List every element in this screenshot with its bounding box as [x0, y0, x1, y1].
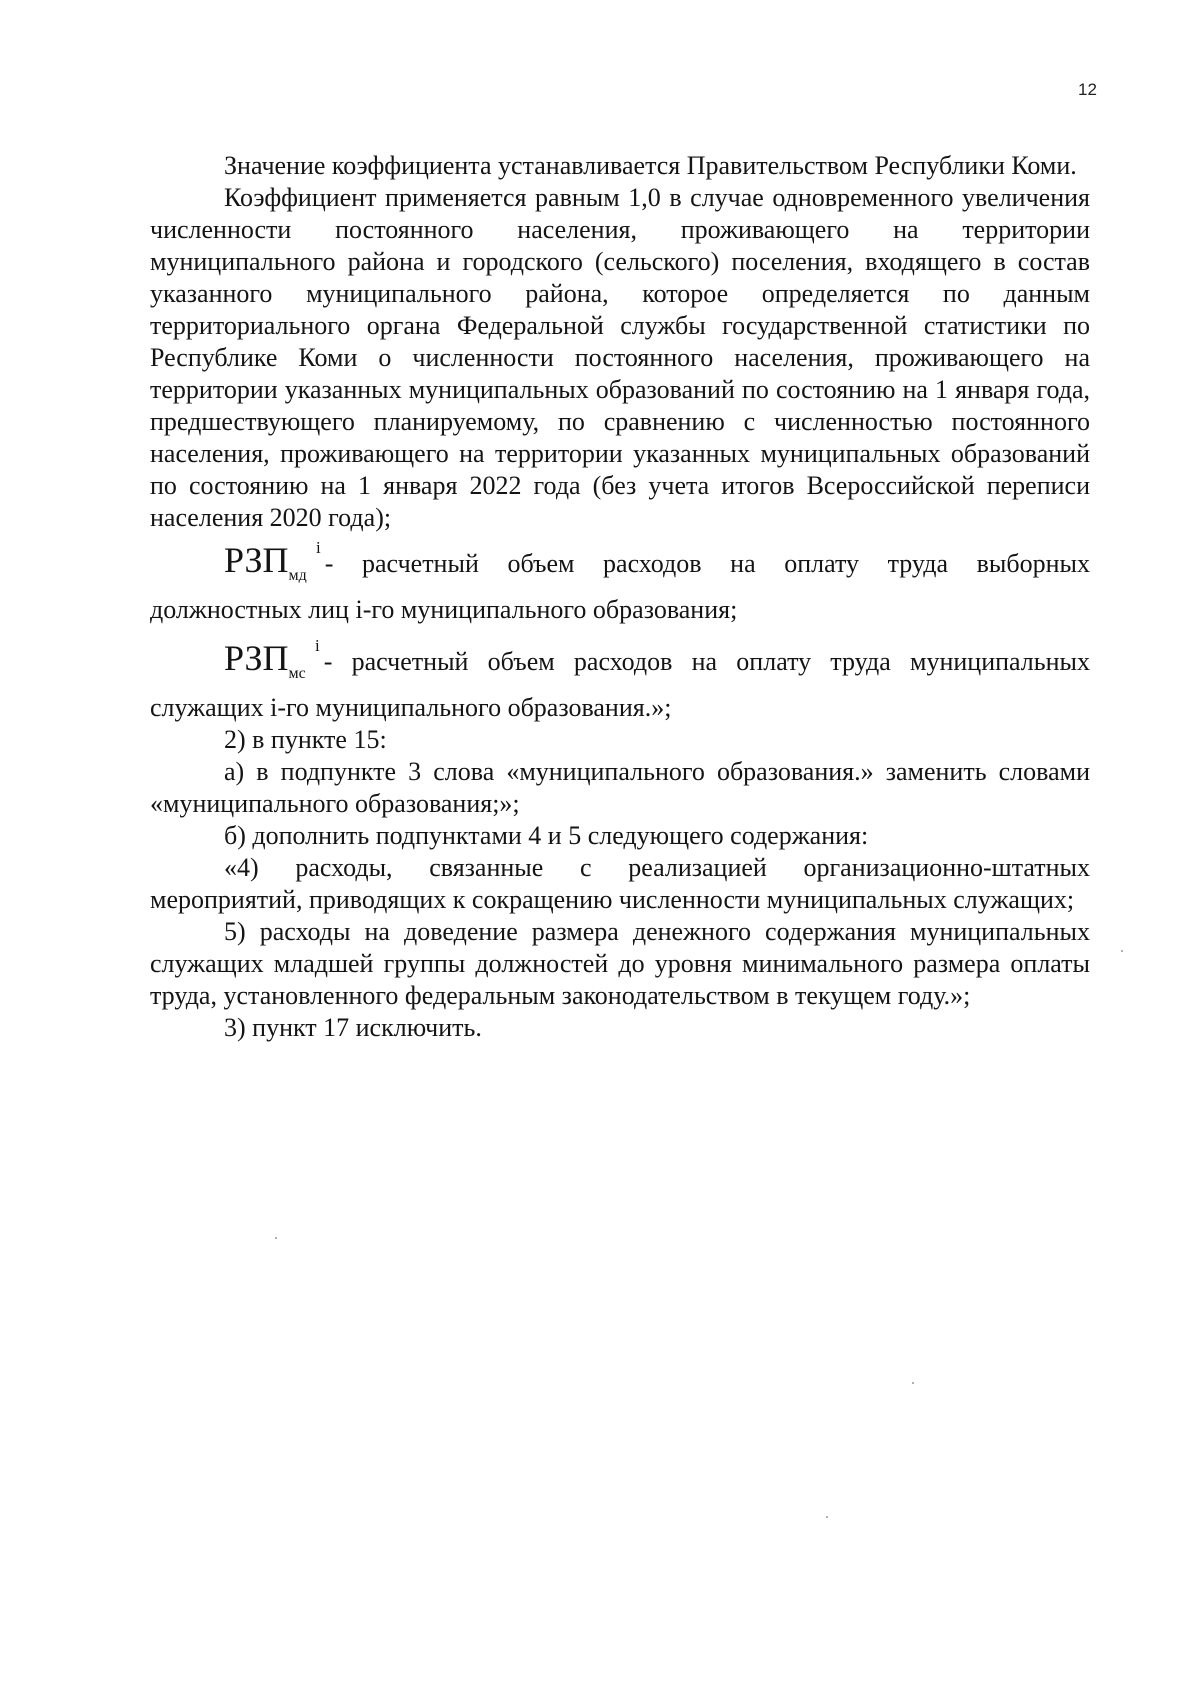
scan-speck	[826, 1516, 828, 1518]
list-item-subpoint-a: а) в подпункте 3 слова «муниципального образования.» заменить словами «муниципального образования;»;	[150, 757, 1090, 818]
scan-speck	[275, 1237, 277, 1239]
formula-definition-rzp-ms	[150, 636, 1090, 724]
formula-description-rzp-md: - расчетный объем расходов на оплату труда выборных должностных лиц i-го муниципального образования;	[150, 549, 1090, 624]
paragraph-coefficient-value: Значение коэффициента устанавливается Правительством Республики Коми.	[224, 151, 1077, 180]
formula-symbol-rzp-ms: $РЗП_{мс}$ i	[224, 636, 320, 682]
list-item-subpoint-4: «4) расходы, связанные с реализацией организационно-штатных мероприятий, приводящих к сокращению численности муниципальных служащих;	[150, 853, 1090, 914]
list-item-subpoint-b: б) дополнить подпунктами 4 и 5 следующего содержания:	[224, 821, 869, 850]
paragraph-coefficient-rule: Коэффициент применяется равным 1,0 в случае одновременного увеличения численности постоянного населения, проживающего на территории муниципального района и городского (сельского) поселения, входящего в состав указанного муниципального района, которое определяется по данным территориального органа Федеральной службы государственной статистики по Республике Коми о численности постоянного населения, проживающего на территории указанных муниципальных образований по состоянию на 1 января года, предшествующего планируемому, по сравнению с численностью постоянного населения, проживающего на территории указанных муниципальных образований по состоянию на 1 января 2022 года (без учета итогов Всероссийской переписи населения 2020 года);	[150, 183, 1090, 532]
list-item-subpoint-5: 5) расходы на доведение размера денежного содержания муниципальных служащих младшей группы должностей до уровня минимального размера оплаты труда, установленного федеральным законодательством в текущем году.»;	[150, 917, 1090, 1010]
list-item-point-3: 3) пункт 17 исключить.	[224, 1013, 482, 1042]
list-item-point-2: 2) в пункте 15:	[224, 725, 387, 754]
formula-symbol-rzp-md: $РЗП_{мд}$ i	[224, 538, 321, 584]
document-body	[150, 150, 1090, 1044]
formula-definition-rzp-md	[150, 538, 1090, 626]
scan-speck	[912, 1382, 914, 1384]
page-number: 12	[1078, 80, 1097, 99]
formula-description-rzp-ms: - расчетный объем расходов на оплату труда муниципальных служащих i-го муниципального образования.»;	[150, 647, 1090, 722]
scan-speck	[1121, 950, 1123, 952]
